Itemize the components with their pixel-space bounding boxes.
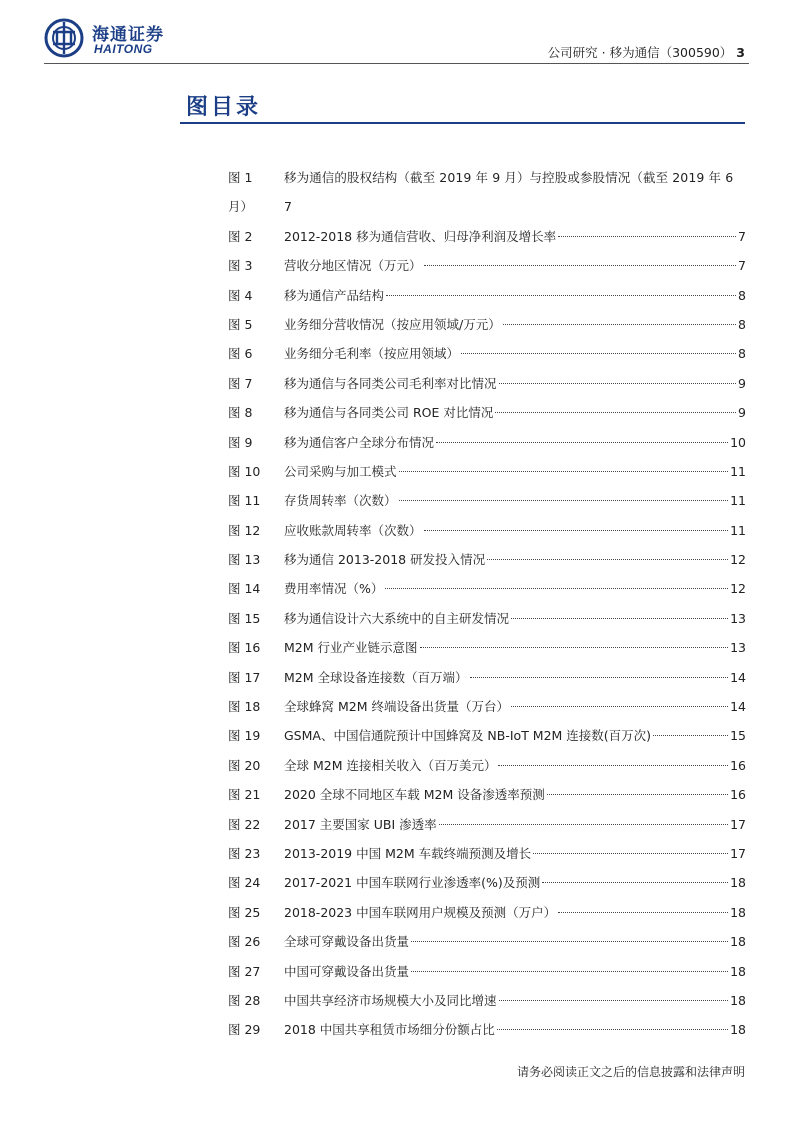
toc-page-number: 14 bbox=[730, 699, 746, 715]
toc-dot-leader bbox=[547, 794, 728, 795]
toc-title: 移为通信的股权结构（截至 2019 年 9 月）与控股或参股情况（截至 2019 年 6 bbox=[284, 170, 734, 185]
toc-page-number: 17 bbox=[730, 816, 746, 832]
toc-page-number: 8 bbox=[738, 316, 746, 332]
toc-dot-leader bbox=[461, 353, 736, 354]
toc-title: 2020 全球不同地区车载 M2M 设备渗透率预测 bbox=[284, 787, 545, 803]
toc-dot-leader bbox=[499, 383, 737, 384]
header-divider bbox=[44, 63, 749, 64]
toc-figure-number: 图 23 bbox=[228, 846, 261, 861]
toc-row[interactable] bbox=[228, 751, 746, 780]
toc-entry bbox=[284, 310, 746, 339]
toc-dot-leader bbox=[499, 1000, 729, 1001]
haitong-logo-icon bbox=[44, 18, 84, 58]
toc-entry bbox=[284, 281, 746, 310]
toc-row[interactable] bbox=[228, 633, 746, 662]
toc-entry bbox=[284, 339, 746, 368]
toc-figure-number: 图 5 bbox=[228, 316, 253, 332]
toc-title: 2017 主要国家 UBI 渗透率 bbox=[284, 816, 437, 832]
toc-row[interactable] bbox=[228, 428, 746, 457]
toc-page-number: 11 bbox=[730, 463, 746, 479]
toc-row[interactable] bbox=[228, 780, 746, 809]
toc-title: 移为通信 2013-2018 研发投入情况 bbox=[284, 552, 486, 568]
toc-row[interactable] bbox=[228, 839, 746, 868]
toc-row[interactable] bbox=[228, 604, 746, 633]
toc-title: 全球 M2M 连接相关收入（百万美元） bbox=[284, 757, 497, 773]
toc-entry bbox=[284, 751, 746, 780]
toc-figure-number: 图 29 bbox=[228, 1022, 261, 1038]
toc-figure-number: 图 12 bbox=[228, 522, 261, 538]
toc-dot-leader bbox=[385, 588, 728, 589]
toc-row[interactable] bbox=[228, 986, 746, 1015]
toc-row[interactable] bbox=[228, 898, 746, 927]
toc-page-number: 18 bbox=[730, 875, 746, 891]
toc-figure-number: 图 24 bbox=[228, 875, 261, 891]
toc-figure-number: 图 15 bbox=[228, 610, 261, 626]
toc-page-number: 17 bbox=[730, 846, 746, 861]
toc-title: 2018-2023 中国车联网用户规模及预测（万户） bbox=[284, 904, 557, 920]
toc-title: 应收账款周转率（次数） bbox=[284, 522, 422, 538]
toc-figure-number: 图 28 bbox=[228, 992, 261, 1008]
toc-dot-leader bbox=[424, 265, 737, 266]
toc-title: 业务细分营收情况（按应用领域/万元） bbox=[284, 316, 501, 332]
toc-figure-number: 图 11 bbox=[228, 493, 261, 509]
toc-title: 2013-2019 中国 M2M 车载终端预测及增长 bbox=[284, 846, 532, 861]
toc-page-number: 11 bbox=[730, 493, 746, 509]
toc-entry bbox=[284, 633, 746, 662]
toc-title: 中国可穿戴设备出货量 bbox=[284, 963, 410, 979]
toc-title: 移为通信设计六大系统中的自主研发情况 bbox=[284, 610, 510, 626]
footer-disclaimer: 请务必阅读正文之后的信息披露和法律声明 bbox=[516, 1065, 745, 1079]
toc-entry bbox=[284, 457, 746, 486]
toc-dot-leader bbox=[511, 618, 728, 619]
toc-entry bbox=[284, 810, 746, 839]
toc-title: 全球可穿戴设备出货量 bbox=[284, 934, 410, 950]
toc-figure-number: 图 26 bbox=[228, 934, 261, 950]
toc-page-number: 18 bbox=[730, 992, 746, 1008]
toc-figure-number: 图 13 bbox=[228, 552, 261, 568]
toc-page-number: 12 bbox=[730, 552, 746, 568]
toc-figure-number: 图 17 bbox=[228, 669, 261, 685]
toc-row[interactable] bbox=[228, 339, 746, 368]
toc-page-number: 7 bbox=[284, 199, 292, 215]
toc-page-number: 7 bbox=[738, 258, 746, 274]
toc-title-continued: 月） bbox=[228, 199, 254, 215]
toc-row[interactable] bbox=[228, 810, 746, 839]
toc-title: 全球蜂窝 M2M 终端设备出货量（万台） bbox=[284, 699, 509, 715]
toc-row[interactable] bbox=[228, 1015, 746, 1044]
running-header bbox=[548, 43, 745, 61]
toc-row[interactable] bbox=[228, 457, 746, 486]
toc-figure-number: 图 3 bbox=[228, 258, 253, 274]
toc-page-number: 10 bbox=[730, 434, 746, 450]
toc-entry bbox=[284, 604, 746, 633]
page-title: 图目录 bbox=[186, 95, 262, 120]
toc-title: 中国共享经济市场规模大小及同比增速 bbox=[284, 992, 497, 1008]
title-underline bbox=[180, 122, 745, 124]
toc-entry bbox=[284, 398, 746, 427]
toc-title: 移为通信产品结构 bbox=[284, 287, 385, 303]
toc-dot-leader bbox=[399, 471, 729, 472]
toc-entry bbox=[284, 898, 746, 927]
toc-dot-leader bbox=[498, 765, 728, 766]
toc-page-number: 8 bbox=[738, 287, 746, 303]
toc-figure-number: 图 8 bbox=[228, 405, 253, 421]
toc-title: 业务细分毛利率（按应用领域） bbox=[284, 346, 460, 362]
toc-entry bbox=[284, 927, 746, 956]
toc-row[interactable] bbox=[228, 692, 746, 721]
toc-dot-leader bbox=[533, 853, 728, 854]
toc-entry bbox=[284, 516, 746, 545]
toc-figure-number: 图 9 bbox=[228, 434, 253, 450]
toc-row[interactable] bbox=[228, 369, 746, 398]
toc-dot-leader bbox=[436, 442, 728, 443]
toc-row[interactable] bbox=[228, 163, 746, 222]
toc-dot-leader bbox=[497, 1029, 728, 1030]
toc-title: 2017-2021 中国车联网行业渗透率(%)及预测 bbox=[284, 875, 541, 891]
toc-figure-number: 图 6 bbox=[228, 346, 253, 362]
toc-figure-number: 图 18 bbox=[228, 699, 261, 715]
toc-dot-leader bbox=[420, 647, 729, 648]
toc-page-number: 18 bbox=[730, 934, 746, 950]
toc-entry bbox=[284, 574, 746, 603]
toc-figure-number: 图 1 bbox=[228, 170, 253, 185]
toc-figure-number: 图 27 bbox=[228, 963, 261, 979]
toc-row[interactable] bbox=[228, 545, 746, 574]
toc-row[interactable] bbox=[228, 222, 746, 251]
toc-figure-number: 图 22 bbox=[228, 816, 261, 832]
toc-title: 移为通信与各同类公司毛利率对比情况 bbox=[284, 375, 497, 391]
header-company: 移为通信（300590） bbox=[609, 45, 733, 60]
toc-entry bbox=[284, 868, 746, 897]
toc-row[interactable] bbox=[228, 574, 746, 603]
toc-page-number: 9 bbox=[738, 405, 746, 421]
toc-page-number: 7 bbox=[738, 228, 746, 244]
header-separator: · bbox=[601, 45, 606, 60]
toc-figure-number: 图 14 bbox=[228, 581, 261, 597]
toc-dot-leader bbox=[411, 941, 728, 942]
toc-figure-number: 图 2 bbox=[228, 228, 253, 244]
toc-title: 公司采购与加工模式 bbox=[284, 463, 397, 479]
toc-title: 营收分地区情况（万元） bbox=[284, 258, 422, 274]
toc-dot-leader bbox=[511, 706, 728, 707]
toc-dot-leader bbox=[439, 824, 728, 825]
toc-title: 2018 中国共享租赁市场细分份额占比 bbox=[284, 1022, 495, 1038]
logo-name-en: HAITONG bbox=[94, 42, 153, 56]
toc-title: M2M 全球设备连接数（百万端） bbox=[284, 669, 468, 685]
toc-figure-number: 图 7 bbox=[228, 375, 253, 391]
toc-row[interactable] bbox=[228, 516, 746, 545]
toc-row[interactable] bbox=[228, 310, 746, 339]
toc-entry bbox=[284, 721, 746, 750]
toc-figure-number: 图 25 bbox=[228, 904, 261, 920]
toc-row[interactable] bbox=[228, 868, 746, 897]
header-section: 公司研究 bbox=[547, 45, 598, 60]
toc-row[interactable] bbox=[228, 281, 746, 310]
toc-row[interactable] bbox=[228, 927, 746, 956]
toc-title: 费用率情况（%） bbox=[284, 581, 384, 597]
toc-page-number: 18 bbox=[730, 963, 746, 979]
toc-entry bbox=[284, 839, 746, 868]
toc-entry bbox=[284, 486, 746, 515]
toc-dot-leader bbox=[487, 559, 728, 560]
toc-row[interactable] bbox=[228, 721, 746, 750]
toc-entry bbox=[284, 545, 746, 574]
toc-dot-leader bbox=[558, 912, 728, 913]
toc-entry bbox=[284, 369, 746, 398]
toc-dot-leader bbox=[542, 882, 728, 883]
toc-title: 2012-2018 移为通信营收、归母净利润及增长率 bbox=[284, 228, 557, 244]
toc-dot-leader bbox=[503, 324, 736, 325]
toc-page-number: 12 bbox=[730, 581, 746, 597]
toc-row[interactable] bbox=[228, 398, 746, 427]
header-page-number: 3 bbox=[736, 45, 745, 60]
toc-title: 存货周转率（次数） bbox=[284, 493, 397, 509]
toc-entry bbox=[284, 222, 746, 251]
toc-page-number: 18 bbox=[730, 1022, 746, 1038]
toc-page-number: 14 bbox=[730, 669, 746, 685]
toc-dot-leader bbox=[386, 295, 736, 296]
toc-entry bbox=[284, 957, 746, 986]
toc-dot-leader bbox=[424, 530, 729, 531]
toc-title: GSMA、中国信通院预计中国蜂窝及 NB-IoT M2M 连接数(百万次) bbox=[284, 728, 652, 744]
toc-dot-leader bbox=[399, 500, 729, 501]
toc-figure-number: 图 16 bbox=[228, 640, 261, 656]
toc-dot-leader bbox=[411, 971, 728, 972]
toc-entry bbox=[284, 986, 746, 1015]
toc-page-number: 16 bbox=[730, 757, 746, 773]
toc-figure-number: 图 21 bbox=[228, 787, 261, 803]
toc-page-number: 18 bbox=[730, 904, 746, 920]
toc-entry bbox=[284, 428, 746, 457]
toc-page-number: 8 bbox=[738, 346, 746, 362]
toc-row[interactable] bbox=[228, 251, 746, 280]
toc-page-number: 9 bbox=[738, 375, 746, 391]
toc-row[interactable] bbox=[228, 663, 746, 692]
toc-page-number: 16 bbox=[730, 787, 746, 803]
toc-page-number: 15 bbox=[730, 728, 746, 744]
toc-entry bbox=[284, 1015, 746, 1044]
company-logo bbox=[44, 18, 184, 62]
logo-name-cn: 海通证券 bbox=[92, 25, 164, 45]
toc-figure-number: 图 10 bbox=[228, 463, 261, 479]
figure-list bbox=[228, 163, 746, 1045]
toc-entry bbox=[284, 692, 746, 721]
toc-row[interactable] bbox=[228, 957, 746, 986]
toc-row[interactable] bbox=[228, 486, 746, 515]
toc-entry bbox=[284, 251, 746, 280]
toc-dot-leader bbox=[558, 236, 736, 237]
toc-entry bbox=[284, 663, 746, 692]
toc-page-number: 13 bbox=[730, 640, 746, 656]
toc-title: 移为通信与各同类公司 ROE 对比情况 bbox=[284, 405, 494, 421]
toc-figure-number: 图 19 bbox=[228, 728, 261, 744]
toc-dot-leader bbox=[653, 735, 728, 736]
toc-title: 移为通信客户全球分布情况 bbox=[284, 434, 435, 450]
toc-dot-leader bbox=[470, 677, 729, 678]
toc-figure-number: 图 20 bbox=[228, 757, 261, 773]
toc-figure-number: 图 4 bbox=[228, 287, 253, 303]
toc-dot-leader bbox=[495, 412, 736, 413]
toc-page-number: 13 bbox=[730, 610, 746, 626]
toc-page-number: 11 bbox=[730, 522, 746, 538]
toc-entry bbox=[284, 780, 746, 809]
toc-title: M2M 行业产业链示意图 bbox=[284, 640, 418, 656]
